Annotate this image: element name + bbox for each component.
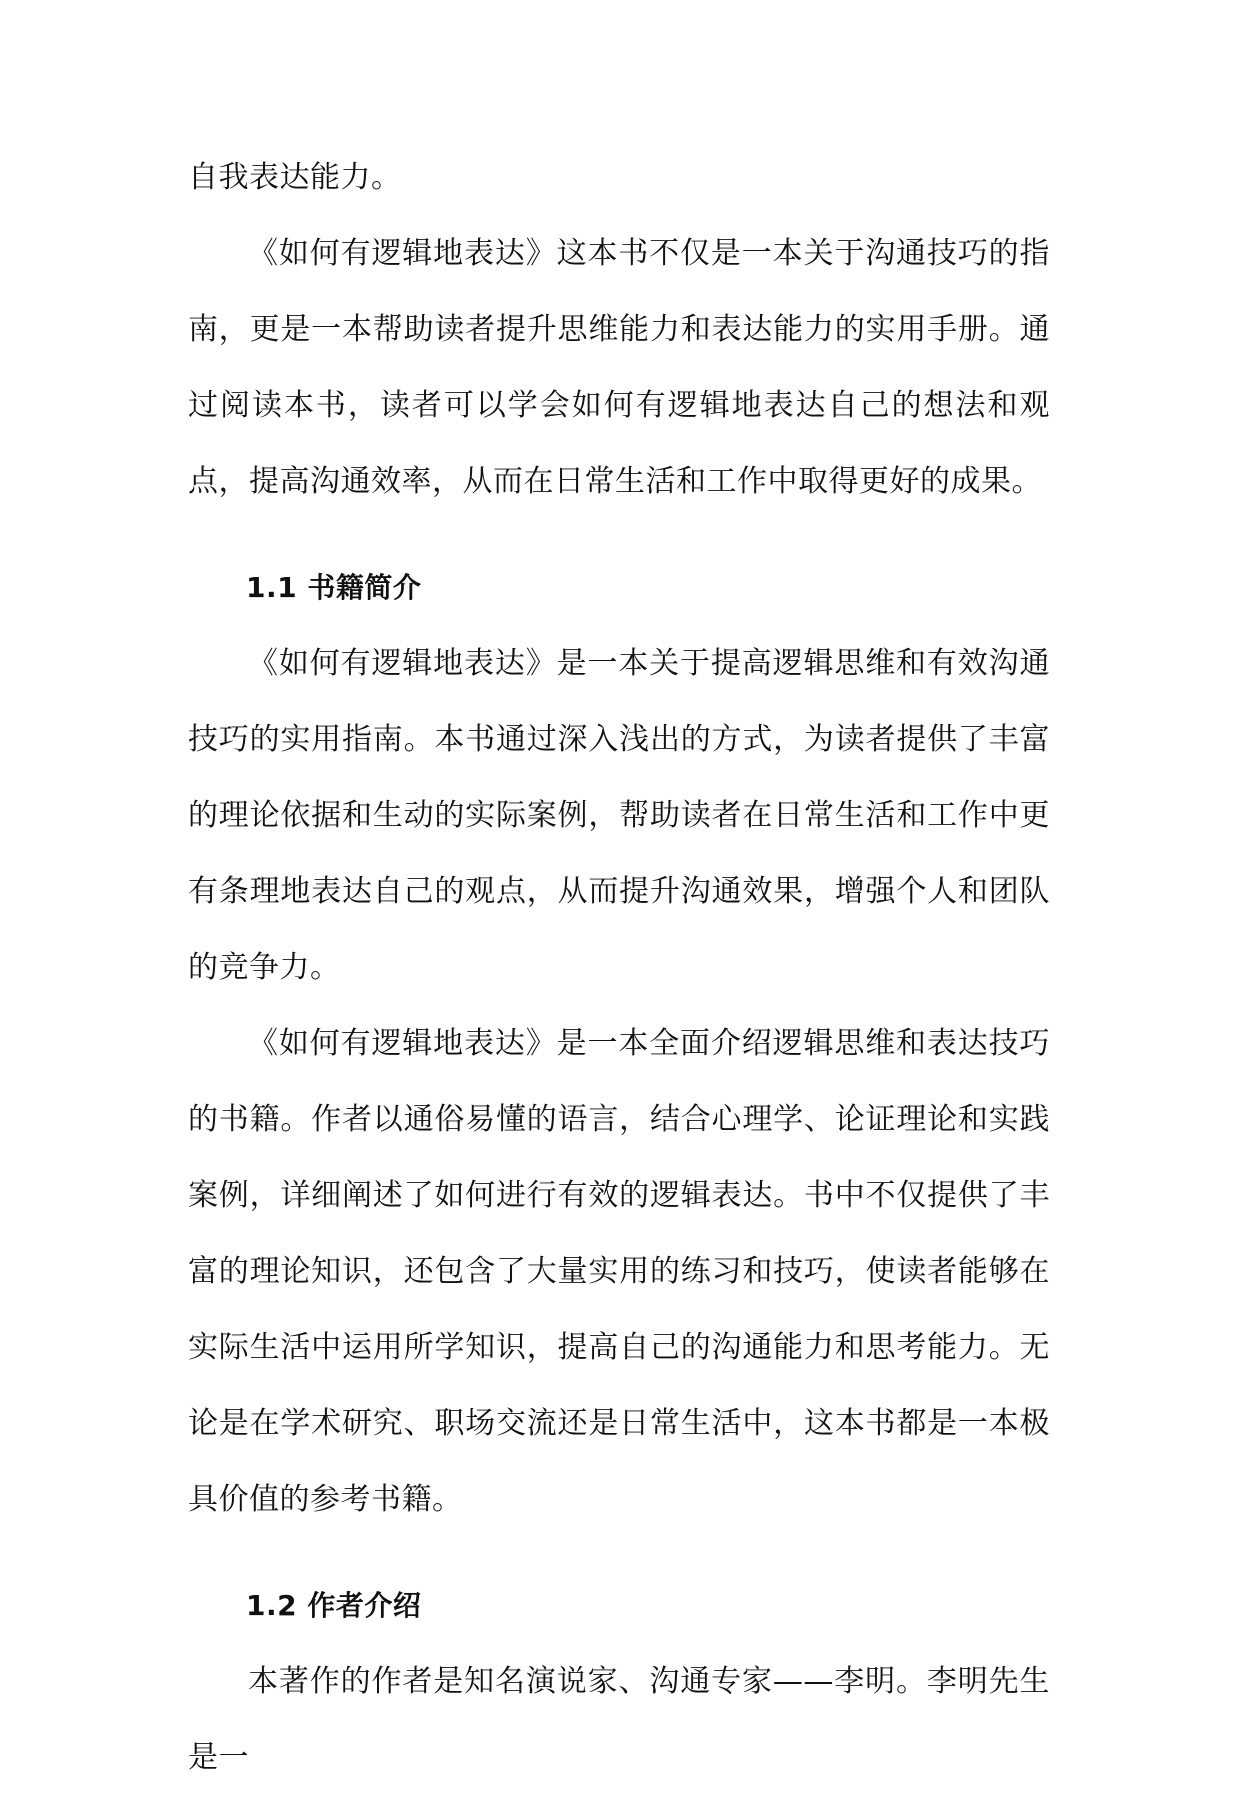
intro-tail-text: 自我表达能力。	[188, 160, 402, 195]
section-1-2-paragraph-1: 本著作的作者是知名演说家、沟通专家——李明。李明先生是一	[188, 1664, 1050, 1775]
document-page	[188, 140, 1050, 1796]
section-1-2-heading: 1.2 作者介绍	[246, 1589, 422, 1622]
section-1-1-paragraph-1: 《如何有逻辑地表达》是一本关于提高逻辑思维和有效沟通技巧的实用指南。本书通过深入浅出的方式，为读者提供了丰富的理论依据和生动的实际案例，帮助读者在日常生活和工作中更有条理地表达自己的观点，从而提升沟通效果，增强个人和团队的竞争力。	[188, 646, 1050, 985]
intro-paragraph: 《如何有逻辑地表达》这本书不仅是一本关于沟通技巧的指南，更是一本帮助读者提升思维能力和表达能力的实用手册。通过阅读本书，读者可以学会如何有逻辑地表达自己的想法和观点，提高沟通效率，从而在日常生活和工作中取得更好的成果。	[188, 236, 1050, 499]
section-1-1-paragraph-2: 《如何有逻辑地表达》是一本全面介绍逻辑思维和表达技巧的书籍。作者以通俗易懂的语言，结合心理学、论证理论和实践案例，详细阐述了如何进行有效的逻辑表达。书中不仅提供了丰富的理论知识，还包含了大量实用的练习和技巧，使读者能够在实际生活中运用所学知识，提高自己的沟通能力和思考能力。无论是在学术研究、职场交流还是日常生活中，这本书都是一本极具价值的参考书籍。	[188, 1026, 1050, 1517]
section-1-1-heading: 1.1 书籍简介	[246, 571, 422, 604]
